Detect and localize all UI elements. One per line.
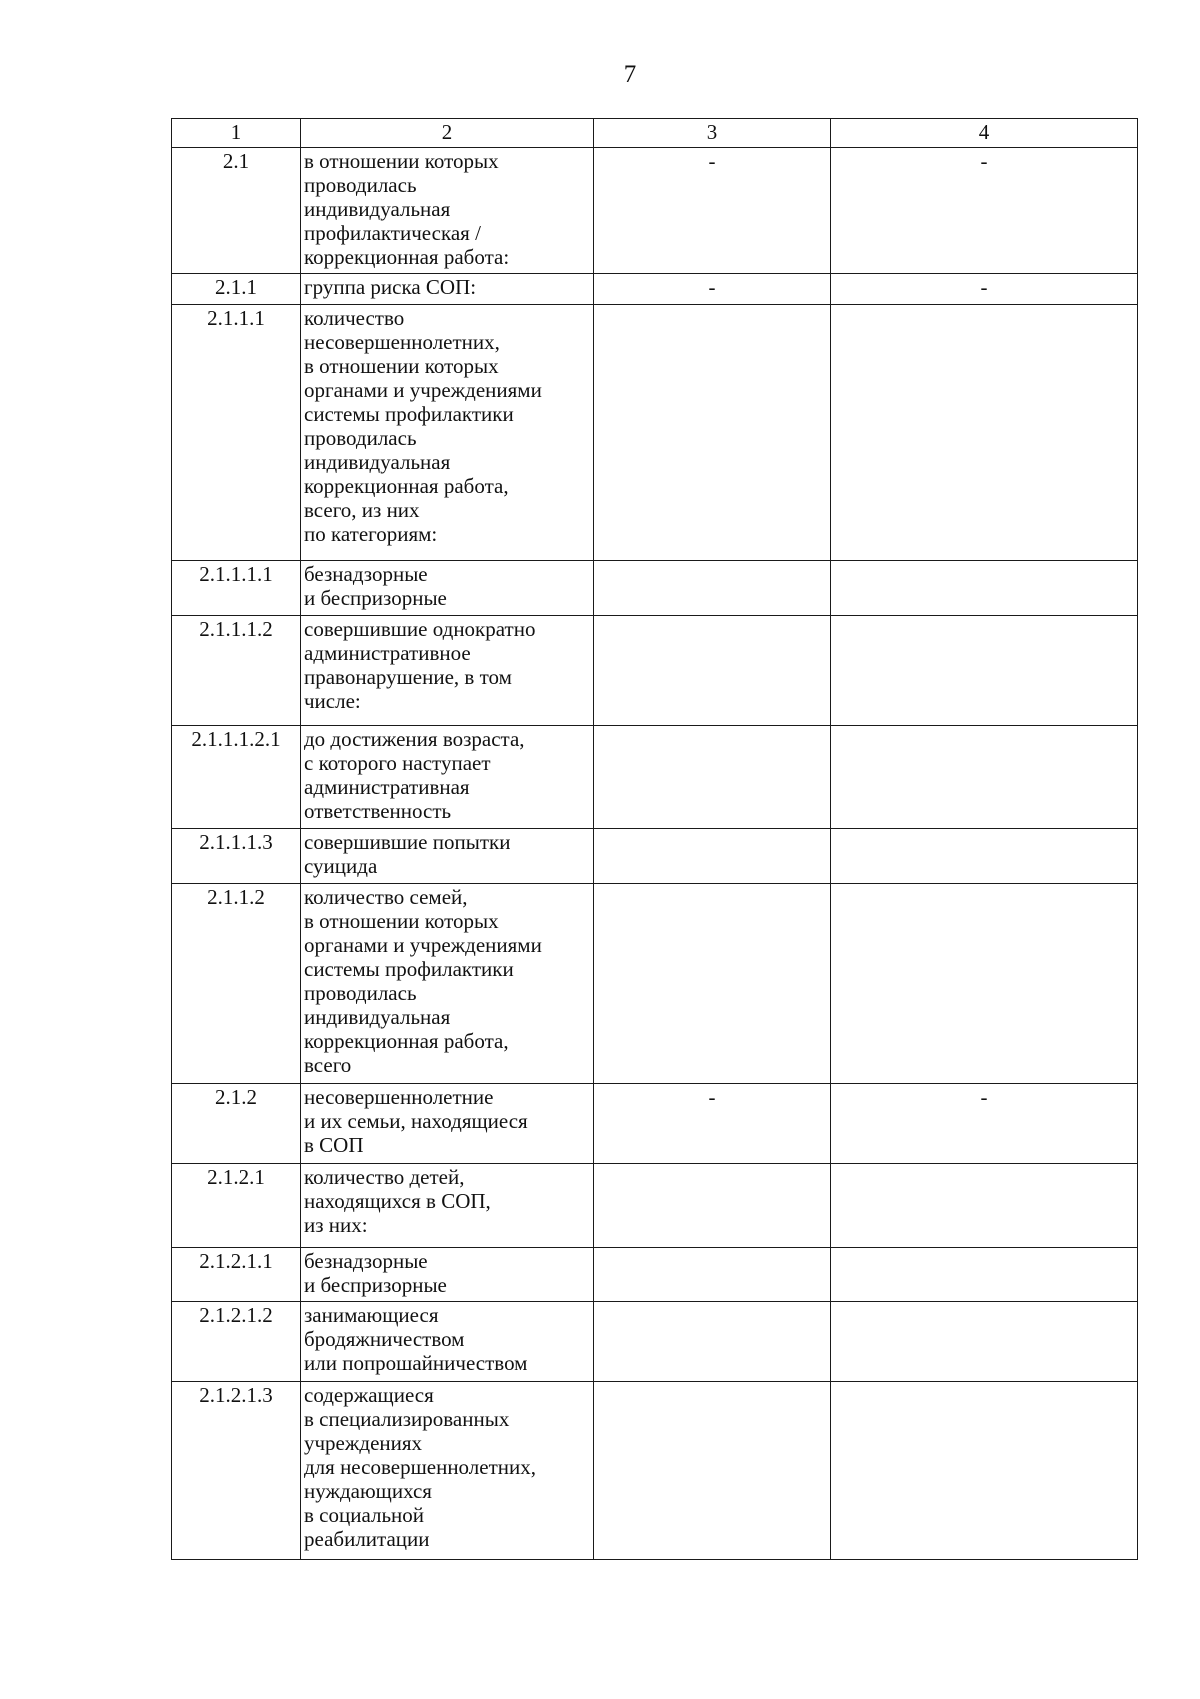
row-description: в отношении которых проводилась индивидуальная профилактическая / коррекционная работа:	[301, 148, 594, 274]
row-value-col3	[594, 726, 831, 829]
row-description: совершившие попытки суицида	[301, 829, 594, 884]
row-number: 2.1.2.1.1	[172, 1248, 301, 1302]
column-number-2: 2	[301, 119, 594, 148]
row-number: 2.1.1.1.1	[172, 561, 301, 616]
row-number: 2.1.1.2	[172, 884, 301, 1084]
row-value-col4: -	[831, 1084, 1138, 1164]
row-number: 2.1.1	[172, 274, 301, 305]
column-number-3: 3	[594, 119, 831, 148]
row-description: совершившие однократно административное правонарушение, в том числе:	[301, 616, 594, 726]
row-description: содержащиеся в специализированных учреждениях для несовершеннолетних, нуждающихся в социальной реабилитации	[301, 1382, 594, 1560]
table-row	[172, 1302, 1138, 1382]
column-number-4: 4	[831, 119, 1138, 148]
table-row	[172, 829, 1138, 884]
row-number: 2.1.2.1.3	[172, 1382, 301, 1560]
table-row	[172, 1164, 1138, 1248]
row-value-col4	[831, 1248, 1138, 1302]
row-value-col3	[594, 1302, 831, 1382]
table-row	[172, 148, 1138, 274]
table-row	[172, 726, 1138, 829]
page-number: 7	[623, 61, 637, 88]
row-number: 2.1.1.1.3	[172, 829, 301, 884]
row-number: 2.1.1.1.2	[172, 616, 301, 726]
table-row	[172, 616, 1138, 726]
row-number: 2.1.2.1	[172, 1164, 301, 1248]
row-value-col4	[831, 1302, 1138, 1382]
row-value-col3: -	[594, 274, 831, 305]
row-value-col4	[831, 305, 1138, 561]
row-number: 2.1	[172, 148, 301, 274]
table-row	[172, 1248, 1138, 1302]
row-value-col3	[594, 884, 831, 1084]
table-row	[172, 1382, 1138, 1560]
report-table	[171, 118, 1138, 1560]
row-value-col3: -	[594, 1084, 831, 1164]
row-description: количество детей, находящихся в СОП, из них:	[301, 1164, 594, 1248]
row-value-col4: -	[831, 148, 1138, 274]
row-description: группа риска СОП:	[301, 274, 594, 305]
row-value-col3	[594, 1382, 831, 1560]
row-number: 2.1.1.1	[172, 305, 301, 561]
row-value-col3	[594, 616, 831, 726]
row-value-col3	[594, 1164, 831, 1248]
row-description: до достижения возраста, с которого наступает административная ответственность	[301, 726, 594, 829]
column-number-1: 1	[172, 119, 301, 148]
row-value-col4	[831, 829, 1138, 884]
row-value-col4	[831, 616, 1138, 726]
row-description: безнадзорные и беспризорные	[301, 561, 594, 616]
row-value-col3	[594, 305, 831, 561]
table-row	[172, 274, 1138, 305]
row-value-col4	[831, 726, 1138, 829]
table-row	[172, 1084, 1138, 1164]
row-description: занимающиеся бродяжничеством или попрошайничеством	[301, 1302, 594, 1382]
row-description: безнадзорные и беспризорные	[301, 1248, 594, 1302]
row-value-col3	[594, 561, 831, 616]
row-value-col4: -	[831, 274, 1138, 305]
row-value-col3	[594, 1248, 831, 1302]
row-value-col3	[594, 829, 831, 884]
table-row	[172, 561, 1138, 616]
row-description: количество семей, в отношении которых органами и учреждениями системы профилактики проводилась индивидуальная коррекционная работа, всего	[301, 884, 594, 1084]
row-value-col4	[831, 884, 1138, 1084]
table-row	[172, 884, 1138, 1084]
row-value-col4	[831, 1382, 1138, 1560]
row-value-col3: -	[594, 148, 831, 274]
row-number: 2.1.2.1.2	[172, 1302, 301, 1382]
row-value-col4	[831, 561, 1138, 616]
table-row	[172, 305, 1138, 561]
row-number: 2.1.1.1.2.1	[172, 726, 301, 829]
row-number: 2.1.2	[172, 1084, 301, 1164]
row-description: несовершеннолетние и их семьи, находящиеся в СОП	[301, 1084, 594, 1164]
row-value-col4	[831, 1164, 1138, 1248]
row-description: количество несовершеннолетних, в отношении которых органами и учреждениями системы профилактики проводилась индивидуальная коррекционная работа, всего, из них по категориям:	[301, 305, 594, 561]
table-header-row	[172, 119, 1138, 148]
